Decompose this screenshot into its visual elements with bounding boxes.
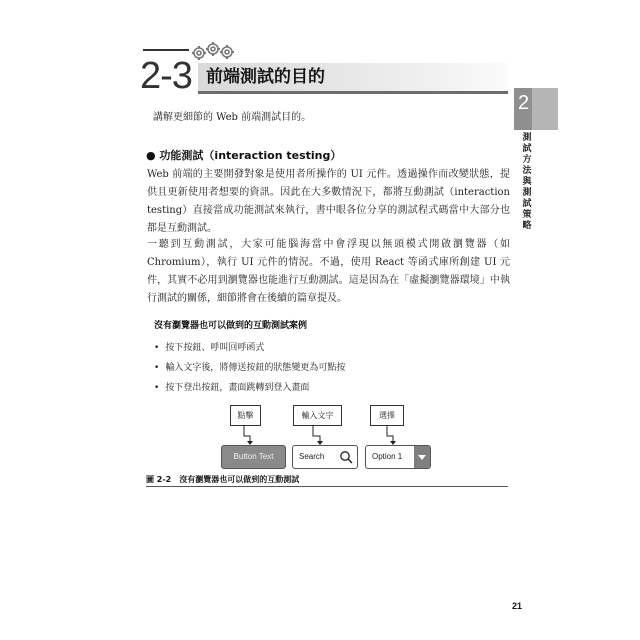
paragraph-1: Web 前端的主要開發對象是使用者所操作的 UI 元件。透過操作而改變狀態，提供且更新使用者想要的資訊。因此在大多數情況下，都將互動測試（interaction testing）直接當成功能測試來執行，書中眼各位分享的測試程式碼當中大部分也都是互動測試。 xyxy=(147,169,510,234)
chapter-number: 2 xyxy=(518,92,530,114)
dropdown-toggle[interactable] xyxy=(414,446,430,468)
intro-text: 講解更細節的 Web 前端測試目的。 xyxy=(153,112,312,123)
sample-search-input[interactable] xyxy=(292,445,358,469)
page-title: 前端測試的目的 xyxy=(206,67,325,87)
section-heading: ● 功能測試（interaction testing） xyxy=(146,149,342,162)
list-item: • 輸入文字後，將傳送按鈕的狀態變更為可點按 xyxy=(154,358,474,378)
select-value: Option 1 xyxy=(372,452,403,461)
search-placeholder: Search xyxy=(299,452,325,461)
gears-icon xyxy=(190,40,238,64)
page-number: 21 xyxy=(512,601,523,611)
sample-select[interactable] xyxy=(365,445,431,469)
list-item: • 按下登出按鈕，畫面跳轉到登入畫面 xyxy=(154,378,474,398)
paragraph-2: 一聽到互動測試，大家可能腦海當中會浮現以無頭模式開啟瀏覽器（如 Chromium），執行 UI 元件的情況。不過，使用 React 等函式庫所創建 UI 元件，其實不必用到瀏覽器也能進行互動測試。這是因為在「虛擬瀏覽器環境」中執行測試的關係，細節將會在後續的篇章提及。 xyxy=(147,239,510,304)
figure-arrows xyxy=(220,424,440,446)
figure-caption: 圖 2-2 沒有瀏覽器也可以做到的互動測試 xyxy=(146,475,300,484)
chapter-tab-accent xyxy=(532,88,558,130)
search-icon xyxy=(339,450,353,464)
list-item: • 按下按鈕、呼叫回呼函式 xyxy=(154,338,474,358)
figure-label-select: 選擇 xyxy=(370,405,404,426)
example-list xyxy=(154,338,474,398)
section-number-rule xyxy=(143,49,189,51)
chevron-down-icon xyxy=(414,446,430,468)
chapter-title-vertical: 測試方法與測試策略 xyxy=(522,133,532,231)
figure-rule xyxy=(146,486,508,487)
section-number: 2-3 xyxy=(140,55,192,97)
figure-label-click: 點擊 xyxy=(230,405,261,426)
figure-label-input: 輸入文字 xyxy=(293,405,342,426)
example-title: 沒有瀏覽器也可以做到的互動測試案例 xyxy=(154,321,308,331)
sample-button[interactable]: Button Text xyxy=(221,445,286,469)
